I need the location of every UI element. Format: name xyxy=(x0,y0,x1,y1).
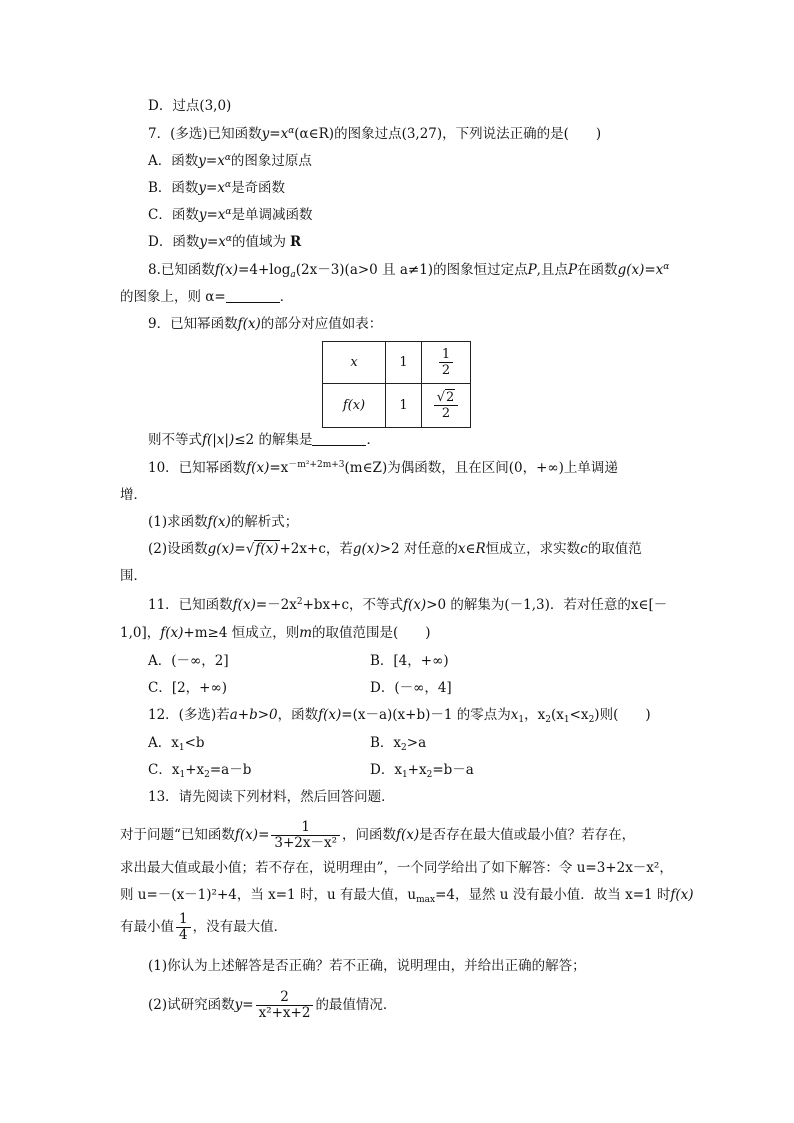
q10-stem-line2: 增． xyxy=(120,487,147,503)
q7-option-b: B．函数$y=x^\alpha$是奇函数 xyxy=(148,180,286,196)
q8-stem-line2: 的图象上，则 α= ． xyxy=(120,289,294,305)
q7-option-d: D．函数$y=x^\alpha$的值域为 R xyxy=(148,234,302,250)
q8-stem-line1: 8.已知函数$f(x)=4+\log_a(2x-3)(a>0$ 且 a≠1)的图象恒过定点P,且点P在函数$g(x)=x^\alpha$ xyxy=(148,262,670,280)
q12-stem: 12．(多选)若a+b>0，函数f(x)=(x－a)(x+b)－1 的零点为$x_1$，$x_2(x_1<x_2)$则( ) xyxy=(148,707,651,725)
q12-option-a: A．$x_1<b$ xyxy=(148,735,205,753)
q13-part2: (2)试研究函数y= $\frac{2}{\text{x²+x+2}}$ 的最值情况． xyxy=(148,989,397,1021)
q10-stem-line1: 10．已知幂函数$f(x)=x^{-m^2+2m+3}(m\in Z)$为偶函数，且在区间(0，+∞)上单调递 xyxy=(148,460,618,476)
q9-stem: 9．已知幂函数f(x)的部分对应值如表： xyxy=(148,316,383,332)
q11-option-d: D．(－∞，4] xyxy=(370,680,452,696)
q12-option-b: B．$x_2>a$ xyxy=(370,735,427,753)
q9-question: 则不等式f(|x|)≤2 的解集是 ． xyxy=(148,432,380,448)
q6-option-d: D．过点(3,0) xyxy=(148,98,232,114)
q13-material-line3: 则 u=－(x－1)²+4，当 x=1 时，u 有最大值，$u_{max}=4$，显然 u 没有最小值．故当 x=1 时f(x) xyxy=(120,887,694,905)
q10-part2-line1: (2)设函数g(x)=√f(x)+2x+c，若g(x)>2 对任意的x∈R恒成立，求实数c的取值范 xyxy=(148,541,642,557)
q11-option-c: C．[2，+∞) xyxy=(148,680,228,696)
q13-material-line4: 有最小值 $\frac{1}{4}$ ，没有最大值． xyxy=(120,911,288,943)
q12-option-c: C．$x_1+x_2=a-b$ xyxy=(148,762,252,780)
q7-option-c: C．函数$y=x^\alpha$是单调减函数 xyxy=(148,207,313,223)
q7-stem: 7．(多选)已知函数$y=x^\alpha(\alpha\in R)$的图象过点(3,27)，下列说法正确的是( ) xyxy=(148,126,602,142)
q10-part1: (1)求函数f(x)的解析式； xyxy=(148,514,299,530)
q7-option-a: A．函数$y=x^\alpha$的图象过原点 xyxy=(148,153,312,169)
q11-option-a: A．(－∞，2] xyxy=(148,653,229,669)
q11-option-b: B．[4，+∞) xyxy=(370,653,449,669)
q13-material-line1: 对于问题“已知函数f(x)= $\frac{1}{\text{3+2x－x²}}$ ，问函数f(x)是否存在最大值或最小值？若存在， xyxy=(120,819,636,851)
q13-part1: (1)你认为上述解答是否正确？若不正确，说明理由，并给出正确的解答； xyxy=(148,958,586,974)
q10-part2-line2: 围． xyxy=(120,568,147,584)
q11-stem-line1: 11．已知函数$f(x)=-2x^2+bx+c$，不等式f(x)>0 的解集为(－1,3)．若对任意的x∈[－ xyxy=(148,597,668,613)
q13-material-line2: 求出最大值或最小值；若不存在，说明理由”，一个同学给出了如下解答：令 u=3+2x－x²， xyxy=(120,860,673,876)
value-table: x 1 $\frac{1}{2}$ f(x) 1 $\frac{√2}{2}$ xyxy=(322,341,471,428)
answer-blank[interactable] xyxy=(312,431,366,446)
answer-blank[interactable] xyxy=(226,288,280,303)
q13-stem: 13．请先阅读下列材料，然后回答问题． xyxy=(148,789,395,805)
q12-option-d: D．$x_1+x_2=b-a$ xyxy=(370,762,474,780)
q11-stem-line2: 1,0]，f(x)+m≥4 恒成立，则m的取值范围是( ) xyxy=(120,625,431,641)
